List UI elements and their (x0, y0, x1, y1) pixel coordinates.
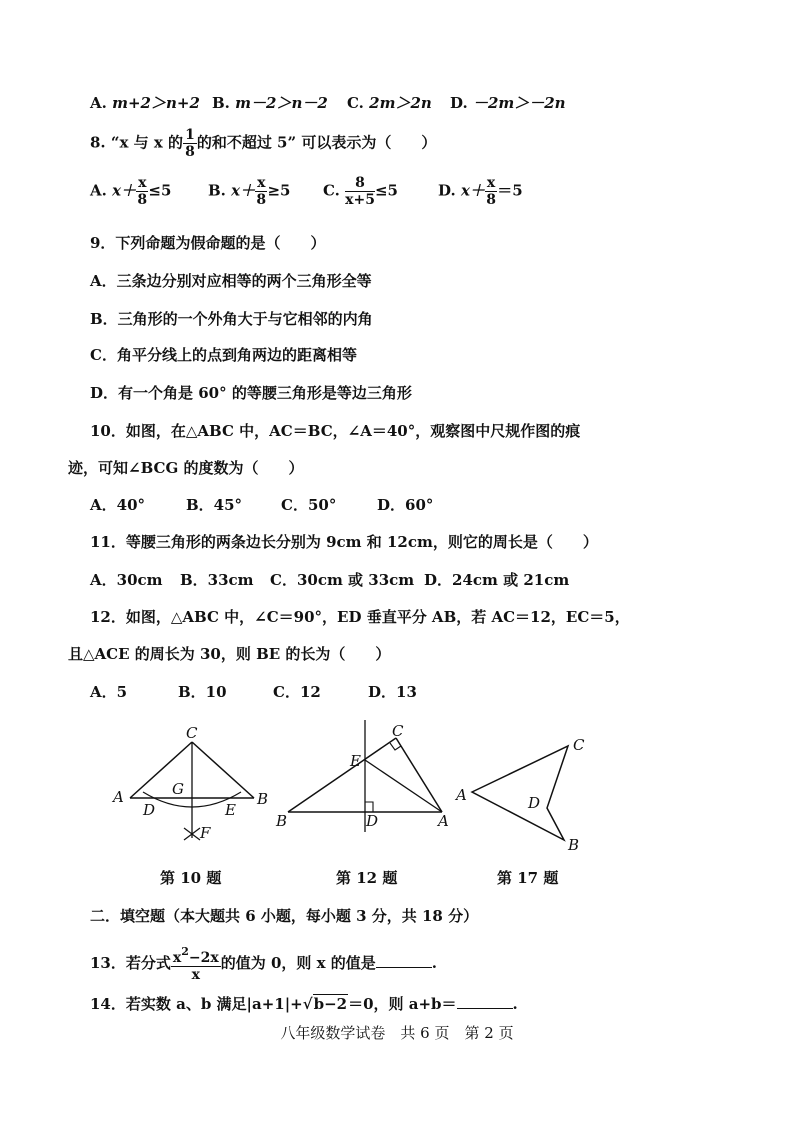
fig12-right-angle-d (365, 802, 373, 812)
fig10-label-c: C (186, 724, 198, 742)
fig17-label-b: B (568, 836, 580, 854)
q11-option-c: C．30cm 或 33cm (270, 571, 415, 589)
q12-stem-line2: 且△ACE 的周长为 30，则 BE 的长为（ ） (68, 645, 391, 663)
q8-option-d: D. x＋ $\frac{x}{8}$ ＝5 (438, 175, 523, 208)
fig12-label-a: A (438, 812, 449, 830)
fig17-label-a: A (456, 786, 467, 804)
fig12-label-b: B (276, 812, 288, 830)
fig12-segment-ea (365, 760, 442, 812)
fig17-label-c: C (573, 736, 585, 754)
q13-answer-blank[interactable] (376, 953, 432, 968)
fig12-label-c: C (392, 722, 404, 740)
q12-stem-line1: 12．如图，△ABC 中，∠C＝90°，ED 垂直平分 AB，若 AC＝12，EC＝5， (90, 608, 630, 626)
fig17-caption: 第 17 题 (497, 869, 559, 887)
q7-option-b: B. m－2＞n－2 (212, 94, 328, 112)
fig10-label-f: F (200, 824, 211, 842)
q12-option-c: C．12 (273, 683, 321, 701)
q11-option-d: D．24cm 或 21cm (424, 571, 570, 589)
q12-option-b: B．10 (178, 683, 227, 701)
q7-option-a: A. m+2＞n+2 (90, 94, 200, 112)
q13-stem: 13．若分式 $\frac{x^2-2x}{x}$ 的值为 0，则 x 的值是 . (90, 945, 438, 983)
fig12-caption: 第 12 题 (336, 869, 398, 887)
fig12-side-bc (288, 738, 396, 812)
q9-stem: 9．下列命题为假命题的是（ ） (90, 234, 326, 252)
fig10-caption: 第 10 题 (160, 869, 222, 887)
q9-option-d: D．有一个角是 60° 的等腰三角形是等边三角形 (90, 384, 412, 402)
q10-stem-line2: 迹，可知∠BCG 的度数为（ ） (68, 459, 304, 477)
section2-heading: 二．填空题（本大题共 6 小题，每小题 3 分，共 18 分） (90, 907, 479, 925)
q8-stem: 8. “x 与 x 的 $\frac{1}{8}$ 的和不超过 5” 可以表示为（ ） (90, 127, 437, 160)
q14-answer-blank[interactable] (457, 994, 513, 1009)
q8-option-a: A. x＋ $\frac{x}{8}$ ≤5 (90, 175, 172, 208)
q12-option-d: D．13 (368, 683, 417, 701)
q14-stem: 14．若实数 a、b 满足|a+1|+√b−2＝0，则 a+b＝ . (90, 995, 518, 1013)
q10-option-c: C．50° (281, 496, 337, 514)
fig12-label-e: E (350, 752, 361, 770)
fig10-label-b: B (257, 790, 269, 808)
q8-fraction: $\frac{1}{8}$ (185, 127, 195, 160)
q7-option-d: D. －2m＞－2n (450, 94, 566, 112)
q9-option-b: B．三角形的一个外角大于与它相邻的内角 (90, 310, 373, 328)
q10-option-a: A．40° (90, 496, 146, 514)
q10-option-d: D．60° (377, 496, 434, 514)
q10-option-b: B．45° (186, 496, 243, 514)
fig10-label-g: G (172, 780, 184, 798)
q8-option-b: B. x＋ $\frac{x}{8}$ ≥5 (208, 175, 291, 208)
q11-option-b: B．33cm (180, 571, 254, 589)
fig10-label-d: D (143, 801, 156, 819)
fig17-label-d: D (528, 794, 541, 812)
q7-option-c: C. 2m＞2n (347, 94, 432, 112)
q14-sqrt: √b−2 (302, 995, 348, 1013)
fig12-label-d: D (366, 812, 379, 830)
q11-option-a: A．30cm (90, 571, 163, 589)
q9-option-a: A．三条边分别对应相等的两个三角形全等 (90, 272, 372, 290)
q12-option-a: A．5 (90, 683, 128, 701)
q13-fraction: $\frac{x^2-2x}{x}$ (172, 945, 219, 983)
q11-stem: 11．等腰三角形的两条边长分别为 9cm 和 12cm，则它的周长是（ ） (90, 533, 598, 551)
q9-option-c: C．角平分线上的点到角两边的距离相等 (90, 346, 357, 364)
figure-17 (450, 724, 595, 856)
fig12-side-ca (396, 738, 442, 812)
q8-option-c: C. $\frac{8}{x+5}$ ≤5 (323, 175, 398, 208)
q10-stem-line1: 10．如图，在△ABC 中，AC＝BC，∠A＝40°，观察图中尺规作图的痕 (90, 422, 581, 440)
figure-12 (270, 714, 465, 834)
fig17-quadrilateral (472, 746, 568, 840)
fig10-side-bc (192, 742, 254, 798)
fig10-label-e: E (225, 801, 236, 819)
fig10-label-a: A (113, 788, 124, 806)
page-footer: 八年级数学试卷 共 6 页 第 2 页 (280, 1024, 514, 1042)
figure-10 (105, 720, 288, 850)
